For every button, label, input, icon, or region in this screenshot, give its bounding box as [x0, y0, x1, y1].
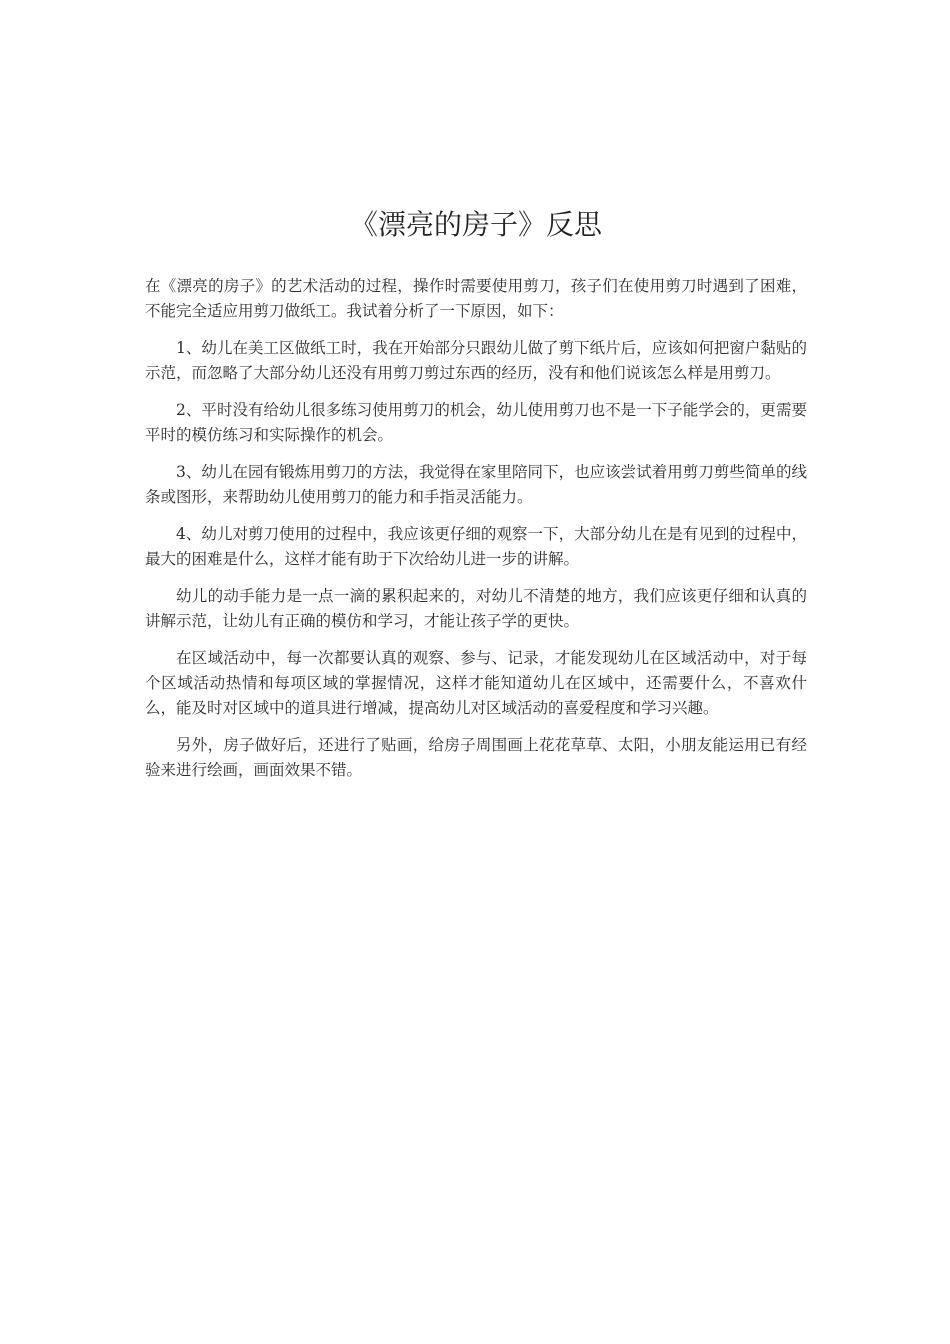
reflection-paragraph-2: 在区域活动中，每一次都要认真的观察、参与、记录，才能发现幼儿在区域活动中，对于每个区域活动热情和每项区域的掌握情况，这样才能知道幼儿在区域中，还需要什么，不喜欢什么，能及时对区域中的道具进行增减，提高幼儿对区域活动的喜爱程度和学习兴趣。	[145, 649, 807, 717]
reflection-paragraph-1: 幼儿的动手能力是一点一滴的累积起来的，对幼儿不清楚的地方，我们应该更仔细和认真的讲解示范，让幼儿有正确的模仿和学习，才能让孩子学的更快。	[145, 587, 807, 630]
reason-paragraph-1: 1、幼儿在美工区做纸工时，我在开始部分只跟幼儿做了剪下纸片后，应该如何把窗户黏贴的示范，而忽略了大部分幼儿还没有用剪刀剪过东西的经历，没有和他们说该怎么样是用剪刀。	[145, 339, 807, 382]
reason-paragraph-3: 3、幼儿在园有锻炼用剪刀的方法，我觉得在家里陪同下，也应该尝试着用剪刀剪些简单的线条或图形，来帮助幼儿使用剪刀的能力和手指灵活能力。	[145, 463, 807, 506]
reason-paragraph-2: 2、平时没有给幼儿很多练习使用剪刀的机会，幼儿使用剪刀也不是一下子能学会的，更需要平时的模仿练习和实际操作的机会。	[145, 401, 807, 444]
document-body	[145, 204, 807, 795]
reason-paragraph-4: 4、幼儿对剪刀使用的过程中，我应该更仔细的观察一下，大部分幼儿在是有见到的过程中，最大的困难是什么，这样才能有助于下次给幼儿进一步的讲解。	[145, 525, 807, 568]
reflection-paragraph-3: 另外，房子做好后，还进行了贴画，给房子周围画上花花草草、太阳，小朋友能运用已有经验来进行绘画，画面效果不错。	[145, 736, 807, 779]
intro-paragraph: 在《漂亮的房子》的艺术活动的过程，操作时需要使用剪刀，孩子们在使用剪刀时遇到了困难，不能完全适应用剪刀做纸工。我试着分析了一下原因，如下：	[145, 277, 807, 320]
document-title: 《漂亮的房子》反思	[349, 208, 602, 241]
